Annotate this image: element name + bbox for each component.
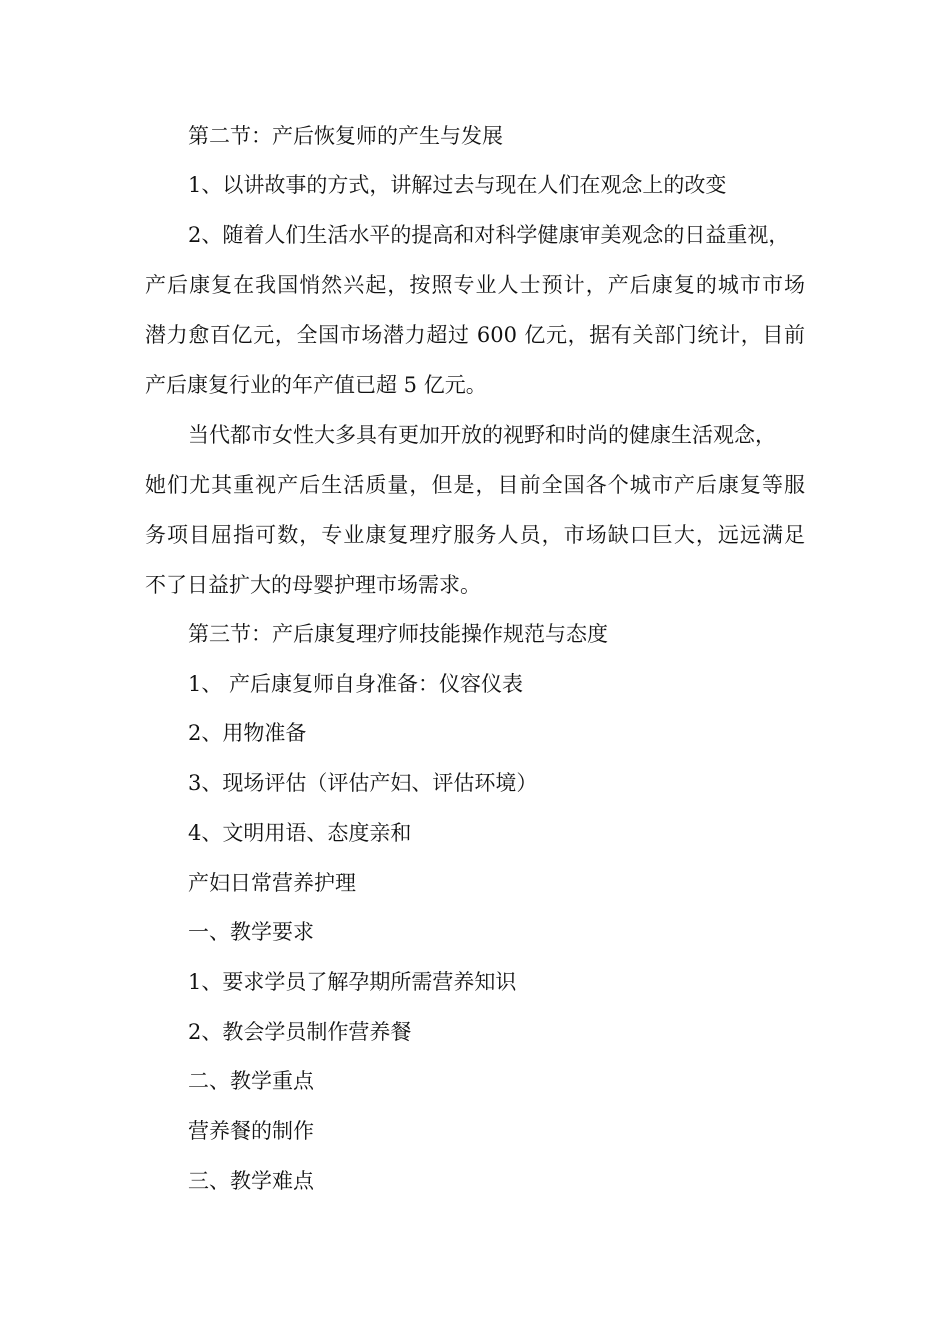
paragraph-line: 她们尤其重视产后生活质量，但是，目前全国各个城市产后康复等服 [145,473,805,497]
paragraph-line: 产后康复在我国悄然兴起，按照专业人士预计，产后康复的城市市场 [145,273,805,297]
paragraph-line: 2、随着人们生活水平的提高和对科学健康审美观念的日益重视， [188,223,790,247]
paragraph-line: 潜力愈百亿元，全国市场潜力超过 600 亿元，据有关部门统计，目前 [145,323,805,347]
subsection-heading: 一、教学要求 [188,920,314,944]
chapter-title: 产妇日常营养护理 [188,871,356,895]
list-item: 4、文明用语、态度亲和 [188,821,412,845]
subsection-heading: 二、教学重点 [188,1069,314,1093]
list-item: 1、 产后康复师自身准备：仪容仪表 [188,672,524,696]
list-item: 3、现场评估（评估产妇、评估环境） [188,771,538,795]
list-item: 2、用物准备 [188,721,307,745]
list-item: 2、教会学员制作营养餐 [188,1020,412,1044]
paragraph-line: 当代都市女性大多具有更加开放的视野和时尚的健康生活观念， [188,423,776,447]
paragraph-line: 产后康复行业的年产值已超 5 亿元。 [145,373,487,397]
list-item: 1、以讲故事的方式，讲解过去与现在人们在观念上的改变 [188,173,727,197]
section-heading: 第二节：产后恢复师的产生与发展 [188,124,503,148]
list-item: 营养餐的制作 [188,1119,314,1143]
list-item: 1、要求学员了解孕期所需营养知识 [188,970,517,994]
paragraph-line: 务项目屈指可数，专业康复理疗服务人员，市场缺口巨大，远远满足 [145,523,805,547]
section-heading: 第三节：产后康复理疗师技能操作规范与态度 [188,622,608,646]
paragraph-line: 不了日益扩大的母婴护理市场需求。 [145,573,481,597]
subsection-heading: 三、教学难点 [188,1169,314,1193]
